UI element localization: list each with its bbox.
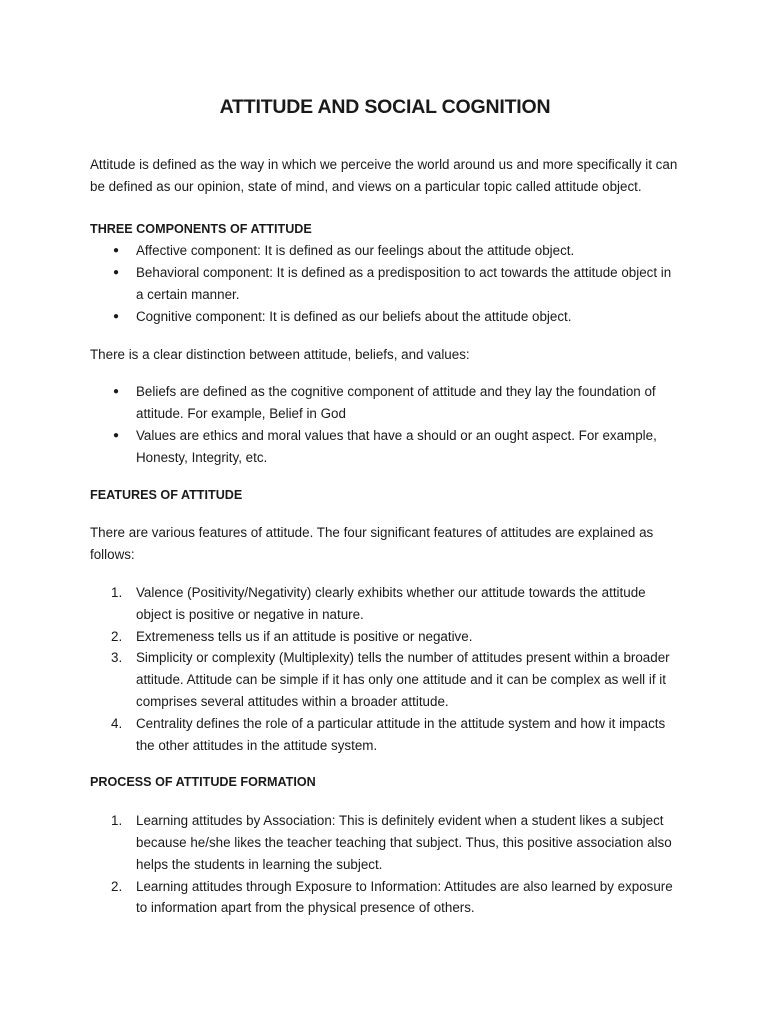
formation-heading: PROCESS OF ATTITUDE FORMATION <box>90 775 316 790</box>
list-item: ● Values are ethics and moral values that have a should or an ought aspect. For example, Honesty, Integrity, etc. <box>90 425 680 469</box>
list-number: 1. <box>111 584 123 600</box>
intro-paragraph: Attitude is defined as the way in which we perceive the world around us and more specifically it can be defined as our opinion, state of mind, and views on a particular topic called attitude object. <box>90 157 678 194</box>
distinction-paragraph: There is a clear distinction between attitude, beliefs, and values: <box>90 346 470 362</box>
list-item <box>90 647 680 712</box>
list-item-text: Learning attitudes through Exposure to Information: Attitudes are also learned by exposure to information apart from the physical presence of others. <box>136 878 673 916</box>
list-item-text: Centrality defines the role of a particular attitude in the attitude system and how it impacts the other attitudes in the attitude system. <box>136 715 666 753</box>
features-paragraph: There are various features of attitude. The four significant features of attitudes are explained as follows: <box>90 525 654 563</box>
list-item: ● Beliefs are defined as the cognitive component of attitude and they lay the foundation of attitude. For example, Belief in God <box>90 381 680 425</box>
list-item <box>90 582 680 626</box>
features-list <box>90 582 680 756</box>
list-number: 1. <box>111 813 123 829</box>
features-heading: FEATURES OF ATTITUDE <box>90 487 243 502</box>
formation-list <box>90 810 680 919</box>
list-item-text: Simplicity or complexity (Multiplexity) tells the number of attitudes present within a broader attitude. Attitude can be simple if it has only one attitude and it can be complex as well if it comprises several attitudes within a broader attitude. <box>136 650 670 709</box>
list-item-text: Learning attitudes by Association: This is definitely evident when a student likes a subject because he/she likes the teacher teaching that subject. Thus, this positive association also helps the students in learning the subject. <box>136 813 672 872</box>
list-number: 2. <box>111 628 123 644</box>
list-item <box>90 626 680 648</box>
list-item <box>90 810 680 875</box>
list-item <box>90 876 680 920</box>
list-number: 2. <box>111 878 123 894</box>
distinction-list <box>90 381 680 468</box>
components-heading: THREE COMPONENTS OF ATTITUDE <box>90 221 312 236</box>
document-title: ATTITUDE AND SOCIAL COGNITION <box>219 96 551 118</box>
components-list <box>90 240 680 327</box>
list-item <box>90 713 680 757</box>
list-item-text: Valence (Positivity/Negativity) clearly exhibits whether our attitude towards the attitude object is positive or negative in nature. <box>136 584 646 622</box>
list-number: 3. <box>111 650 123 666</box>
list-item: ● Affective component: It is defined as our feelings about the attitude object. <box>90 240 680 262</box>
list-item-text: Extremeness tells us if an attitude is positive or negative. <box>136 628 473 644</box>
list-item: ● Behavioral component: It is defined as a predisposition to act towards the attitude object in a certain manner. <box>90 262 680 306</box>
list-number: 4. <box>111 715 123 731</box>
list-item: ● Cognitive component: It is defined as our beliefs about the attitude object. <box>90 306 680 328</box>
document-page <box>90 94 680 919</box>
